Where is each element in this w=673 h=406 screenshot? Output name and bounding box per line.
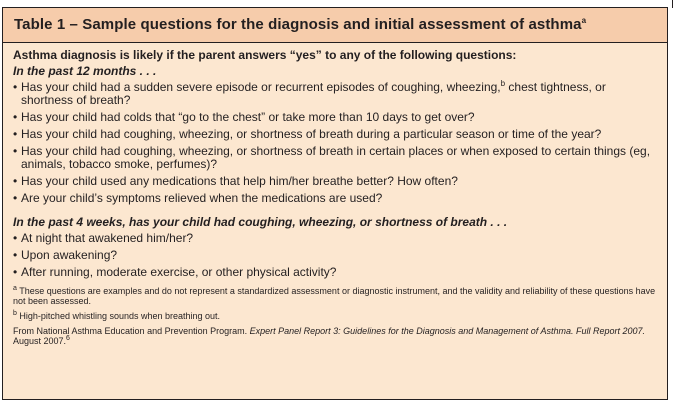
question-footnote-marker: b: [500, 79, 506, 88]
intro-text: Asthma diagnosis is likely if the parent answers “yes” to any of the following questions:: [13, 48, 517, 62]
source-citation: [13, 326, 657, 346]
footnote-b-text: High-pitched whistling sounds when breathing out.: [19, 311, 221, 321]
question-item: [13, 266, 657, 279]
bullet-icon: •: [13, 174, 18, 188]
bullet-icon: •: [13, 191, 18, 205]
question-text: Has your child used any medications that help him/her breathe better? How often?: [21, 174, 458, 188]
footnote-b-marker: b: [13, 310, 17, 317]
bullet-icon: •: [13, 144, 18, 158]
bullet-icon: •: [13, 265, 18, 279]
section-12-months-heading: In the past 12 months . . .: [13, 64, 157, 78]
footnote-a-marker: a: [13, 285, 17, 292]
question-item: [13, 249, 657, 262]
question-item: [13, 145, 657, 171]
question-item: [13, 232, 657, 245]
question-item: [13, 175, 657, 188]
footnote-a: [13, 286, 657, 306]
question-text: Has your child had colds that “go to the chest” or take more than 10 days to get over?: [21, 110, 475, 124]
question-text: Has your child had a sudden severe episode or recurrent episodes of coughing, wheezing,: [21, 80, 501, 94]
footnote-a-text: These questions are examples and do not represent a standardized assessment or diagnostic instrument, and the validity and reliability of these questions have not been assessed.: [13, 286, 656, 306]
table-title: [3, 8, 667, 43]
question-item: [13, 111, 657, 124]
source-suffix: August 2007.: [13, 336, 67, 346]
question-text: At night that awakened him/her?: [21, 231, 194, 245]
footnote-b: [13, 311, 657, 321]
question-text-continued: chest tightness, or shortness of breath?: [21, 80, 606, 107]
question-text: Are your child’s symptoms relieved when the medications are used?: [21, 191, 383, 205]
section-4-weeks-heading: In the past 4 weeks, has your child had coughing, wheezing, or shortness of breath . . .: [13, 215, 508, 229]
asthma-questions-table: [2, 7, 668, 400]
bullet-icon: •: [13, 248, 18, 262]
source-prefix: From National Asthma Education and Prevention Program.: [13, 326, 250, 336]
section-12-months-list: [13, 81, 657, 205]
question-text: After running, moderate exercise, or other physical activity?: [21, 265, 337, 279]
table-title-footnote-marker: a: [581, 16, 587, 25]
table-body: [3, 43, 667, 346]
source-title: Expert Panel Report 3: Guidelines for the Diagnosis and Management of Asthma. Full Report 2007.: [249, 326, 646, 336]
footnotes: [13, 286, 657, 346]
bullet-icon: •: [13, 231, 18, 245]
question-text: Has your child had coughing, wheezing, or shortness of breath during a particular season or time of the year?: [21, 127, 602, 141]
bullet-icon: •: [13, 127, 18, 141]
question-text: Upon awakening?: [21, 248, 118, 262]
question-text: Has your child had coughing, wheezing, or shortness of breath in certain places or when exposed to certain things (eg, animals, tobacco smoke, perfumes)?: [21, 144, 651, 171]
question-item: [13, 192, 657, 205]
table-title-text: Table 1 – Sample questions for the diagnosis and initial assessment of asthma: [14, 16, 582, 33]
section-4-weeks-list: [13, 232, 657, 279]
question-item: [13, 128, 657, 141]
source-reference-number: 6: [66, 335, 70, 342]
question-item: [13, 81, 657, 107]
bullet-icon: •: [13, 110, 18, 124]
bullet-icon: •: [13, 80, 18, 94]
